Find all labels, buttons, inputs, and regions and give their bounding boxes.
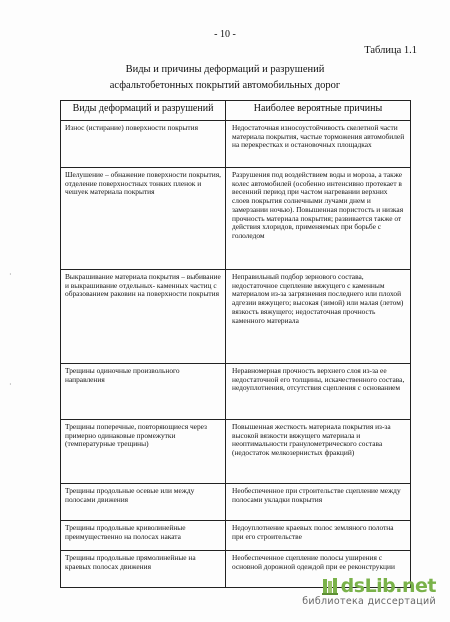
table-header-row bbox=[61, 101, 411, 121]
table-row bbox=[61, 484, 411, 521]
deformation-type-cell: Трещины продольные прямолинейные на краевых полосах движения bbox=[61, 551, 226, 588]
header-probable-causes: Наиболее вероятные причины bbox=[226, 101, 411, 121]
probable-cause-cell: Недоуплотнение краевых полос земляного полотна при его строительстве bbox=[226, 521, 411, 551]
deformation-table bbox=[60, 100, 411, 588]
watermark-brand: dsLib.net bbox=[340, 575, 436, 597]
deformation-type-cell: Трещины одиночные произвольного направления bbox=[61, 364, 226, 420]
table-row bbox=[61, 121, 411, 168]
table-title-line-1: Виды и причины деформаций и разрушений bbox=[125, 64, 325, 75]
probable-cause-cell: Неправильный подбор зернового состава, недостаточное сцепление вяжущего с каменным материалом из-за загрязнения последнего или плохой адгезии вяжущего; высокая (зимой) или малая (летом) вязкость вяжущего; недостаточная прочность каменного материала bbox=[226, 270, 411, 364]
table-row bbox=[61, 420, 411, 484]
deformation-type-cell: Трещины продольные криволинейные преимущественно на полосах наката bbox=[61, 521, 226, 551]
probable-cause-cell: Необеспеченное при строительстве сцепление между полосами укладки покрытия bbox=[226, 484, 411, 521]
table-row bbox=[61, 521, 411, 551]
page-number: - 10 - bbox=[214, 29, 236, 40]
deformation-type-cell: Трещины поперечные, повторяющиеся через примерно одинаковые промежутки (температурные трещины) bbox=[61, 420, 226, 484]
table-row bbox=[61, 364, 411, 420]
deformation-type-cell: Износ (истирание) поверхности покрытия bbox=[61, 121, 226, 168]
probable-cause-cell: Необеспеченное сцепление полосы уширения с основной дорожной одеждой при ее реконструкции bbox=[226, 551, 411, 588]
table-title-line-2: асфальтобетонных покрытий автомобильных дорог bbox=[109, 80, 341, 91]
book-stack-icon bbox=[322, 577, 338, 595]
deformation-type-cell: Трещины продольные осевые или между полосами движения bbox=[61, 484, 226, 521]
watermark-caption: библиотека диссертаций bbox=[302, 596, 436, 607]
table-label: Таблица 1.1 bbox=[364, 45, 417, 56]
probable-cause-cell: Повышенная жесткость материала покрытия из-за высокой вязкости вяжущего материала и неоптимальности гранулометрического состава (недостаток мелкозернистых фракций) bbox=[226, 420, 411, 484]
deformation-type-cell: Шелушение – обнажение поверхности покрытия, отделение поверхностных тонких пленок и чешуек материала покрытия bbox=[61, 168, 226, 270]
margin-mark: · bbox=[9, 270, 12, 279]
probable-cause-cell: Недостаточная износоустойчивость скелетной части материала покрытия, частые торможения автомобилей на перекрестках и остановочных площадках bbox=[226, 121, 411, 168]
table-row bbox=[61, 270, 411, 364]
table-row bbox=[61, 168, 411, 270]
watermark-logo bbox=[286, 575, 436, 597]
margin-mark: · bbox=[9, 380, 12, 389]
probable-cause-cell: Разрушения под воздействием воды и мороза, а также колес автомобилей (особенно интенсивно протекает в весенний период при частом нагревании верхних слоев покрытия солнечными лучами днем и замерзании ночью). Повышенная пористость и низкая прочность материала покрытия; развивается также от действия хлоридов, применяемых при борьбе с гололедом bbox=[226, 168, 411, 270]
deformation-type-cell: Выкрашивание материала покрытия – выбивание и выкрашивание отдельных- каменных частиц с образованием раковин на поверхности покрытия bbox=[61, 270, 226, 364]
probable-cause-cell: Неравномерная прочность верхнего слоя из-за ее недостаточной его толщины, искачественного состава, недоуплотнения, отсутствия сцепления с основанием bbox=[226, 364, 411, 420]
watermark bbox=[286, 575, 436, 607]
header-deformation-types: Виды деформаций и разрушений bbox=[61, 101, 226, 121]
